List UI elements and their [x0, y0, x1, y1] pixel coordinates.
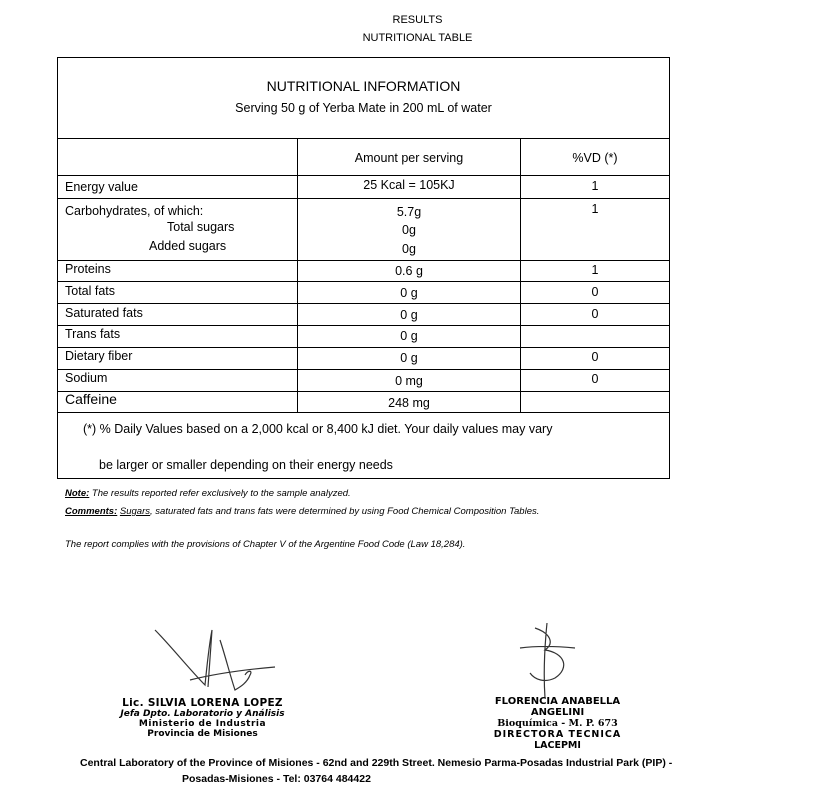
row-amount-carbohydrates: 5.7g — [396, 205, 422, 219]
comments-text: , saturated fats and trans fats were determined by using Food Chemical Composition Tables. — [150, 506, 540, 517]
row-name-sodium: Sodium — [65, 371, 108, 385]
left-signature-scribble-icon — [150, 625, 280, 705]
row-name-total-fats: Total fats — [65, 284, 116, 298]
nutrition-table — [57, 57, 670, 479]
amount-column-header: Amount per serving — [354, 151, 464, 165]
row-vd-saturated-fats: 0 — [591, 307, 599, 321]
nutritional-table-heading: NUTRITIONAL TABLE — [362, 32, 473, 44]
row-amount-dietary-fiber: 0 g — [400, 351, 418, 365]
row-amount-saturated-fats: 0 g — [400, 308, 418, 322]
right-signer-name: FLORENCIA ANABELLA ANGELINI — [494, 696, 621, 718]
row-vd-dietary-fiber: 0 — [591, 350, 599, 364]
right-signer-lab: LACEPMI — [534, 740, 581, 751]
row-divider — [58, 260, 669, 261]
vd-column-header: %VD (*) — [572, 151, 618, 165]
row-name-proteins: Proteins — [65, 262, 111, 276]
row-divider — [58, 281, 669, 282]
comments-label: Comments: — [65, 506, 118, 517]
row-amount-trans-fats: 0 g — [400, 329, 418, 343]
left-signer-role: Jefa Dpto. Laboratorio y Análisis — [120, 709, 285, 719]
row-name-added-sugars: Added sugars — [149, 239, 227, 253]
table-title-cell — [58, 58, 669, 139]
row-name-energy: Energy value — [65, 180, 138, 194]
note-line — [65, 488, 351, 499]
daily-values-footnote-line1: (*) % Daily Values based on a 2,000 kcal or 8,400 kJ diet. Your daily values may vary — [83, 422, 553, 436]
footer-address-line2: Posadas-Misiones - Tel: 03764 484422 — [182, 773, 371, 785]
left-signer-name: Lic. SILVIA LORENA LOPEZ — [122, 697, 283, 709]
daily-values-footnote-line2: be larger or smaller depending on their energy needs — [99, 458, 393, 472]
row-name-saturated-fats: Saturated fats — [65, 306, 143, 320]
left-signature-block — [110, 697, 295, 739]
row-name-dietary-fiber: Dietary fiber — [65, 349, 133, 363]
serving-description: Serving 50 g of Yerba Mate in 200 mL of water — [235, 101, 492, 115]
row-amount-total-sugars: 0g — [402, 223, 416, 237]
row-vd-total-fats: 0 — [591, 285, 599, 299]
row-name-caffeine: Caffeine — [65, 391, 117, 407]
row-divider — [58, 303, 669, 304]
row-amount-proteins: 0.6 g — [395, 264, 423, 278]
row-divider — [58, 347, 669, 348]
row-divider — [58, 412, 669, 413]
row-amount-caffeine: 248 mg — [388, 396, 430, 410]
row-divider — [58, 198, 669, 199]
row-divider — [58, 369, 669, 370]
comments-sugars: Sugars — [119, 506, 151, 517]
left-signer-province: Provincia de Misiones — [147, 729, 258, 739]
row-name-carbohydrates: Carbohydrates, of which: — [65, 204, 204, 218]
right-signature-scribble-icon — [505, 618, 585, 703]
note-text: The results reported refer exclusively to the sample analyzed. — [89, 488, 351, 499]
row-vd-proteins: 1 — [591, 263, 599, 277]
left-signer-ministry: Ministerio de Industria — [138, 719, 267, 729]
row-amount-sodium: 0 mg — [395, 374, 423, 388]
row-amount-added-sugars: 0g — [402, 242, 416, 256]
compliance-note: The report complies with the provisions of Chapter V of the Argentine Food Code (Law 18,284). — [65, 539, 466, 550]
row-name-trans-fats: Trans fats — [65, 327, 121, 341]
right-signer-role: DIRECTORA TECNICA — [493, 729, 622, 740]
row-amount-energy: 25 Kcal = 105KJ — [363, 178, 455, 192]
row-divider — [58, 325, 669, 326]
right-signer-title: Bioquímica - M. P. 673 — [497, 718, 618, 729]
row-divider — [58, 391, 669, 392]
note-label: Note: — [65, 488, 90, 499]
row-name-total-sugars: Total sugars — [167, 220, 235, 234]
comments-line — [65, 506, 539, 517]
row-vd-sodium: 0 — [591, 372, 599, 386]
table-title: NUTRITIONAL INFORMATION — [266, 78, 461, 94]
row-vd-energy: 1 — [591, 179, 599, 193]
row-vd-carbohydrates: 1 — [591, 202, 599, 216]
row-divider — [58, 175, 669, 176]
results-heading: RESULTS — [392, 14, 443, 26]
right-signature-block — [470, 696, 645, 751]
footer-address-line1: Central Laboratory of the Province of Misiones - 62nd and 229th Street. Nemesio Parma-Posadas Industrial Park (PIP) - — [80, 757, 673, 769]
row-amount-total-fats: 0 g — [400, 286, 418, 300]
